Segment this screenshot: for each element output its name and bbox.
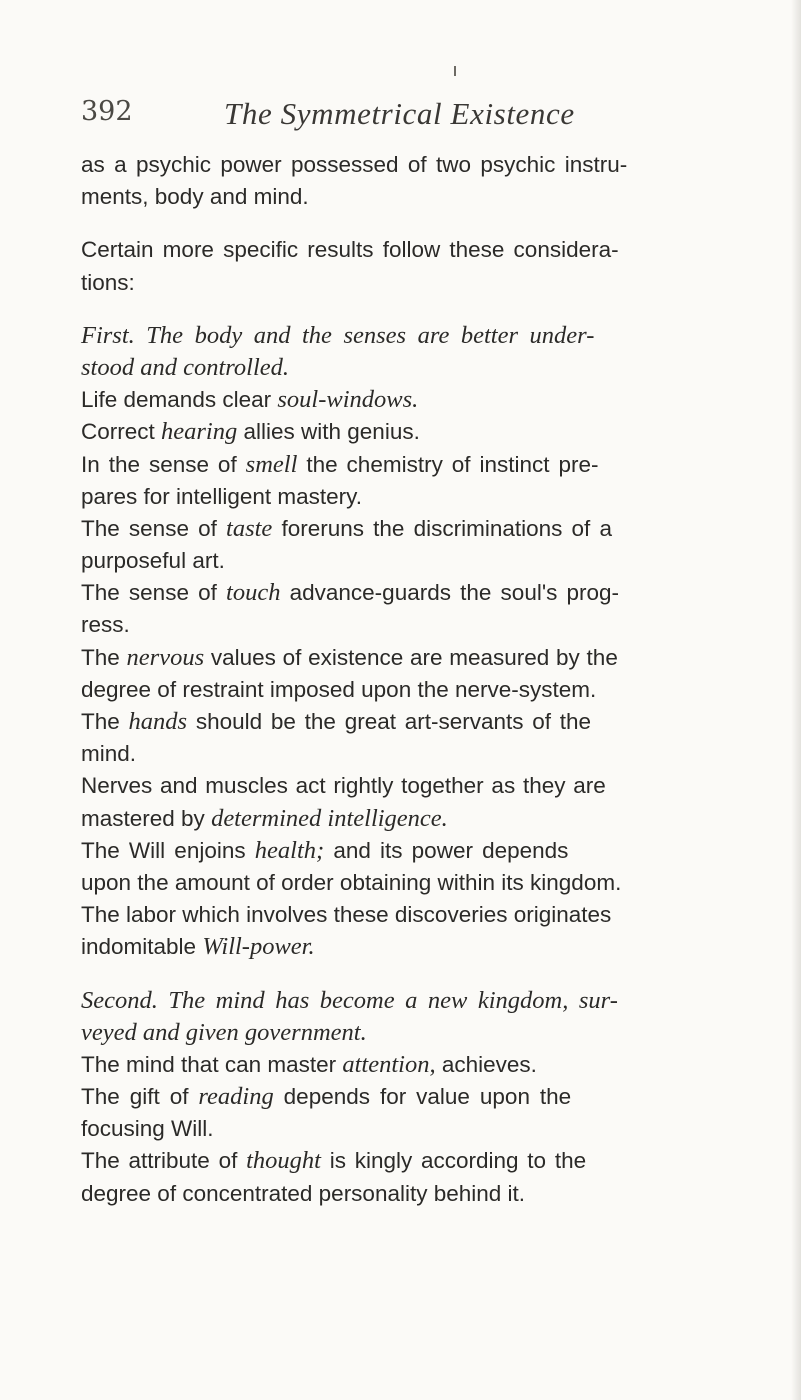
emphasis: Will-power. (202, 933, 315, 961)
body-text (81, 149, 721, 1210)
text-run: The sense of (81, 580, 227, 606)
text-run: advance-guards the soul's prog- (280, 580, 620, 606)
text-line: upon the amount of order obtaining within its kingdom. (81, 869, 622, 895)
emphasis: determined intelligence. (211, 804, 448, 832)
text-run: The gift of (81, 1084, 199, 1110)
text-line: ments, body and mind. (81, 184, 309, 210)
text-run: values of existence are measured by the (204, 644, 618, 670)
text-run: The mind that can master (81, 1051, 343, 1077)
text-line: degree of concentrated personality behind it. (81, 1180, 526, 1206)
text-line (81, 513, 721, 545)
emphasis: soul-windows. (277, 386, 419, 414)
text-run: is kingly according to the (320, 1148, 587, 1174)
text-line (81, 1145, 721, 1177)
text-line (81, 835, 721, 867)
text-line (81, 706, 721, 738)
text-run: Life demands clear (81, 387, 278, 413)
text-run: The (81, 644, 127, 670)
text-line: focusing Will. (81, 1116, 214, 1142)
emphasis: thought (246, 1147, 321, 1175)
text-line: Nerves and muscles act rightly together as they are (81, 773, 606, 799)
text-line: Certain more specific results follow these considera- (81, 237, 619, 263)
text-run: should be the great art-servants of the (187, 709, 592, 734)
text-line (81, 449, 721, 481)
text-line (81, 384, 721, 416)
text-line: purposeful art. (81, 548, 225, 574)
text-line: degree of restraint imposed upon the nerve-system. (81, 676, 597, 702)
text-run: The (81, 709, 129, 734)
text-run: The sense of (81, 515, 227, 541)
text-run: The Will enjoins (81, 837, 255, 863)
emphasis: reading (198, 1083, 274, 1111)
text-line: ress. (81, 612, 130, 638)
text-run: The attribute of (81, 1148, 247, 1174)
emphasis: hands (128, 708, 188, 735)
text-line: The labor which involves these discoveries originates (81, 902, 612, 928)
emphasis: health; (254, 836, 325, 864)
text-run: achieves. (435, 1051, 537, 1077)
emphasis: hearing (161, 418, 238, 446)
text-run: foreruns the discriminations of a (272, 515, 612, 541)
text-line (81, 577, 721, 609)
section-heading: veyed and given government. (81, 1018, 367, 1046)
emphasis: nervous (126, 643, 205, 671)
text-line: as a psychic power possessed of two psychic instru- (81, 152, 628, 177)
text-line (81, 803, 721, 835)
text-line (81, 1081, 721, 1113)
text-line: pares for intelligent mastery. (81, 483, 362, 509)
page-edge-shadow (791, 0, 801, 1400)
emphasis: touch (226, 579, 281, 607)
page-header (81, 96, 721, 136)
text-line (81, 931, 721, 963)
text-run: indomitable (81, 934, 203, 960)
text-line: tions: (81, 269, 135, 295)
text-run: mastered by (81, 805, 212, 831)
text-run: allies with genius. (237, 419, 420, 445)
text-line (81, 1049, 721, 1081)
text-line: mind. (81, 741, 137, 767)
running-title: The Symmetrical Existence (224, 96, 575, 131)
emphasis: taste (226, 514, 273, 542)
printer-mark (454, 66, 456, 76)
text-run: depends for value upon the (273, 1084, 572, 1110)
text-run: the chemistry of instinct pre- (297, 451, 599, 477)
section-heading: First. The body and the senses are better under- (81, 321, 595, 349)
section-heading: stood and controlled. (81, 353, 290, 381)
section-heading: Second. The mind has become a new kingdom, sur- (81, 986, 618, 1014)
text-run: and its power depends (324, 837, 569, 863)
text-line (81, 416, 721, 448)
text-run: Correct (81, 419, 162, 445)
page-number: 392 (81, 96, 133, 127)
text-line (81, 642, 721, 674)
emphasis: smell (245, 450, 298, 478)
emphasis: attention, (342, 1050, 436, 1078)
text-run: In the sense of (81, 451, 246, 477)
